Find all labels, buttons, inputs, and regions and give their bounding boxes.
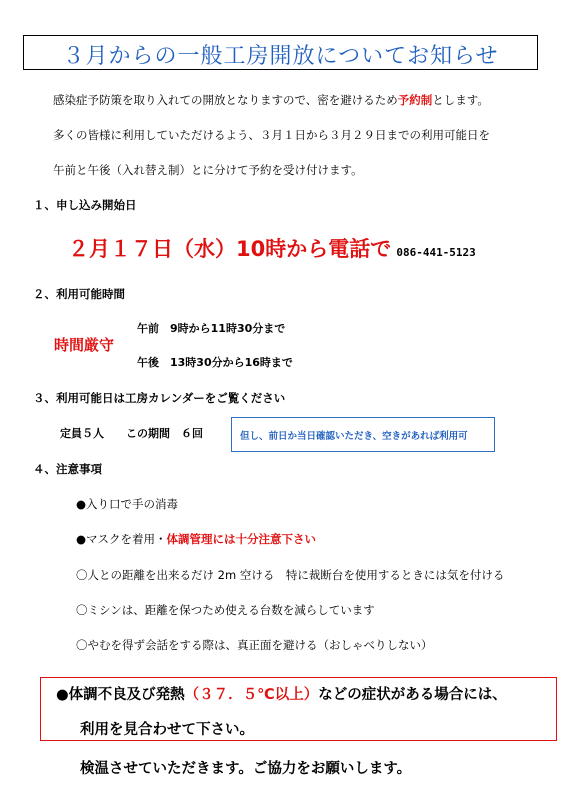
morning-hours: 午前 9時から11時30分まで: [137, 322, 286, 335]
intro-line-3: 午前と午後（入れ替え制）とに分けて予約を受け付けます。: [53, 163, 363, 177]
title-box: [23, 35, 538, 70]
section4-heading: ４、注意事項: [33, 462, 102, 476]
warning-line-1: [56, 683, 507, 704]
section3-heading: ３、利用可能日は工房カレンダーをご覧ください: [33, 391, 286, 405]
intro-line-1: [53, 92, 489, 108]
health-care-emphasis: 体調管理には十分注意下さい: [166, 532, 317, 546]
closing-message: 検温させていただきます。ご協力をお願いします。: [80, 761, 412, 777]
intro-line-1-post: とします。: [432, 93, 489, 107]
start-date-line: [68, 233, 476, 263]
section2-heading: ２、利用可能時間: [33, 287, 125, 301]
warning-pre: ●体調不良及び発熱: [56, 687, 185, 703]
caution-item: 〇ミシンは、距離を保つため使える台数を減らしています: [76, 603, 375, 617]
start-date: ２月１７日（水）10時から電話で: [68, 237, 392, 261]
warning-post: などの症状がある場合には、: [318, 687, 507, 703]
punctuality-notice: 時間厳守: [54, 336, 115, 354]
caution-item: [76, 531, 316, 547]
phone-number: 086-441-5123: [396, 246, 476, 259]
availability-note: 但し、前日か当日確認いただき、空きがあれば利用可: [240, 431, 468, 442]
caution-item: 〇やむを得ず会話をする際は、真正面を避ける（おしゃべりしない）: [76, 638, 433, 652]
caution-item: 〇人との距離を出来るだけ 2m 空ける 特に裁断台を使用するときには気を付ける: [76, 568, 505, 582]
reservation-emphasis: 予約制: [397, 93, 433, 107]
afternoon-hours: 午後 13時30分から16時まで: [137, 356, 293, 369]
intro-line-2: 多くの皆様に利用していただけるよう、３月１日から３月２９日までの利用可能日を: [53, 128, 490, 142]
warning-line-2: 利用を見合わせて下さい。: [80, 722, 254, 738]
caution-item-text: ●マスクを着用・: [76, 532, 167, 546]
fever-threshold: （３７．５℃以上）: [184, 687, 319, 703]
page-title: ３月からの一般工房開放についてお知らせ: [62, 44, 499, 69]
note-box: [231, 417, 495, 452]
section1-heading: １、申し込み開始日: [33, 198, 137, 212]
caution-item: ●入り口で手の消毒: [76, 497, 179, 511]
intro-line-1-pre: 感染症予防策を取り入れての開放となりますので、密を避けるため: [53, 93, 398, 107]
capacity-info: 定員５人 この期間 ６回: [60, 427, 203, 440]
